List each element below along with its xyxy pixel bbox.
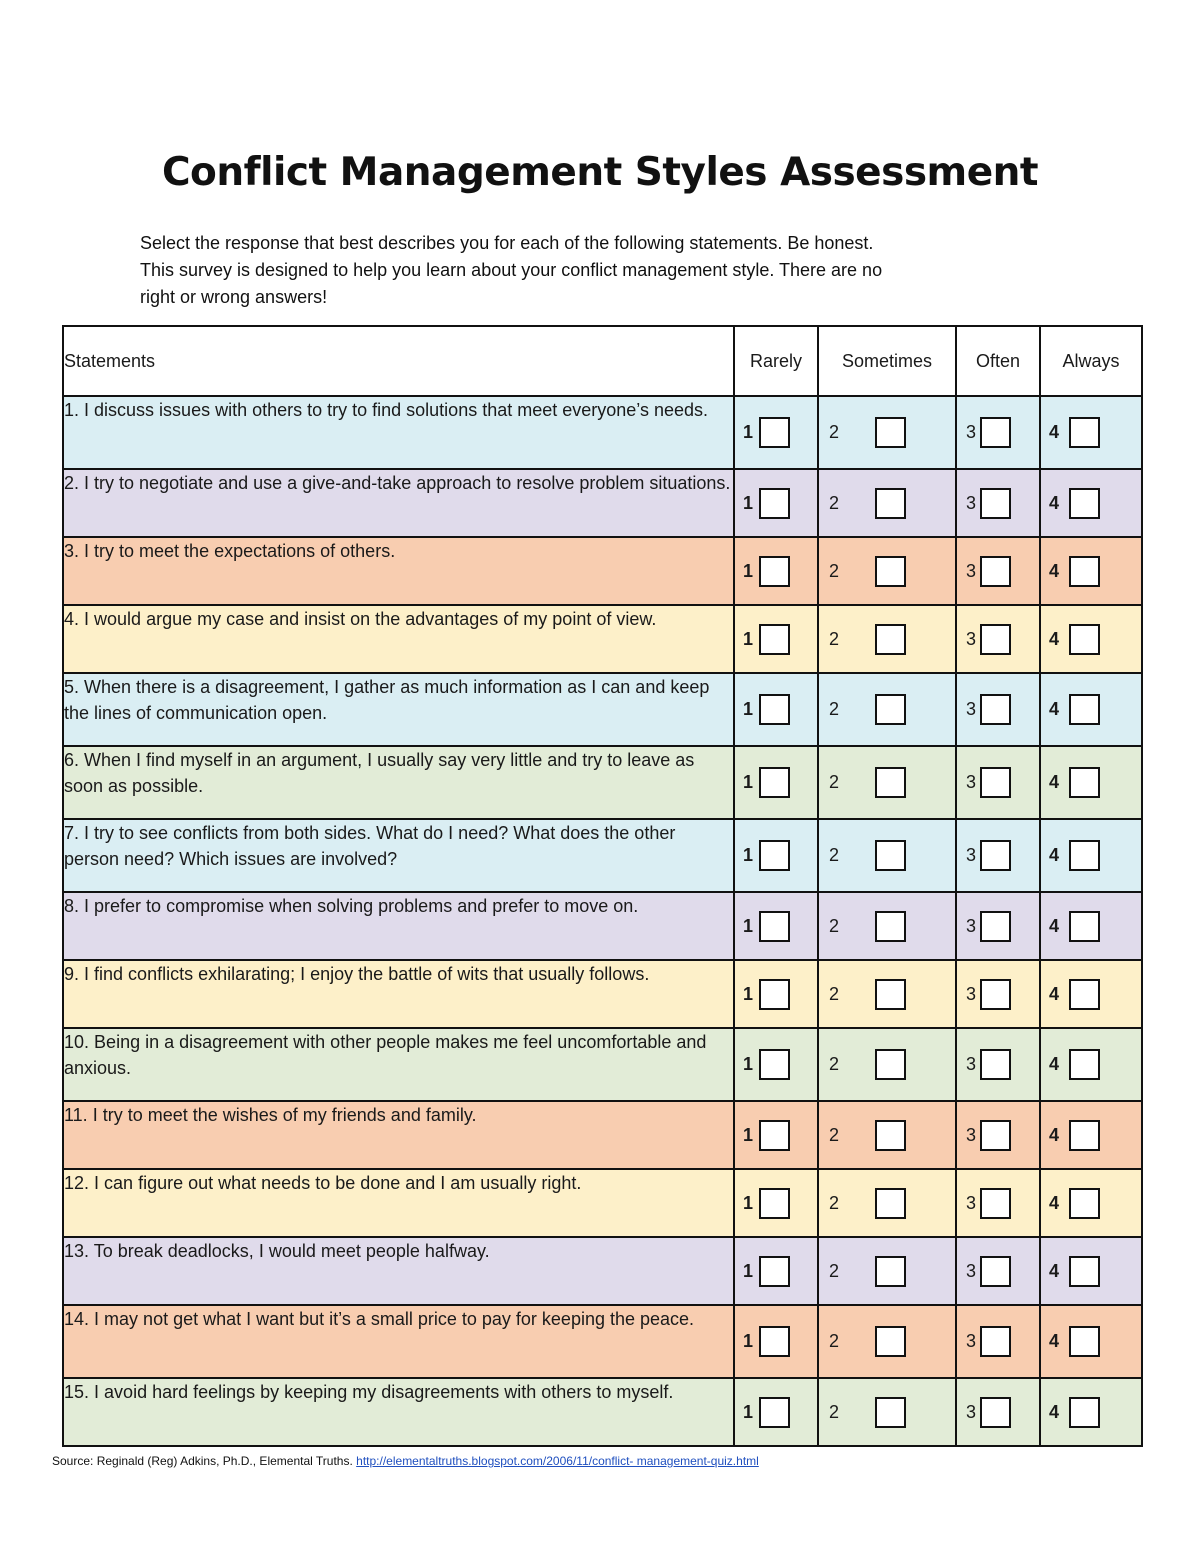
- rating-checkbox[interactable]: [875, 979, 906, 1010]
- statement-cell: [63, 673, 734, 746]
- table-row: [63, 892, 1142, 960]
- option-number: 1: [743, 1331, 754, 1351]
- table-row: [63, 1101, 1142, 1169]
- table-row: [63, 537, 1142, 605]
- option-cell: [734, 1378, 818, 1446]
- rating-checkbox[interactable]: [980, 694, 1011, 725]
- rating-checkbox[interactable]: [1069, 624, 1100, 655]
- table-row: [63, 1378, 1142, 1446]
- rating-checkbox[interactable]: [980, 1188, 1011, 1219]
- header-row: [63, 326, 1142, 396]
- rating-checkbox[interactable]: [980, 624, 1011, 655]
- statement-cell: [63, 1101, 734, 1169]
- header-always: Always: [1040, 326, 1142, 396]
- source-text: Source: Reginald (Reg) Adkins, Ph.D., Elemental Truths.: [52, 1454, 353, 1468]
- option-cell: [818, 537, 956, 605]
- rating-checkbox[interactable]: [875, 556, 906, 587]
- rating-checkbox[interactable]: [759, 1256, 790, 1287]
- assessment-table: [62, 325, 1143, 1447]
- option-cell: [956, 1169, 1040, 1237]
- option-number: 1: [743, 699, 754, 719]
- statement-text: I try to meet the expectations of others.: [84, 541, 396, 561]
- statement-cell: [63, 1169, 734, 1237]
- statement-number: 1.: [64, 400, 80, 420]
- option-number: 3: [966, 699, 977, 719]
- rating-checkbox[interactable]: [980, 1326, 1011, 1357]
- option-cell: [1040, 1378, 1142, 1446]
- option-cell: [1040, 1101, 1142, 1169]
- option-number: 2: [829, 699, 840, 719]
- option-number: 3: [966, 1401, 977, 1422]
- table-row: [63, 746, 1142, 819]
- table-row: [63, 1305, 1142, 1378]
- rating-checkbox[interactable]: [980, 1256, 1011, 1287]
- option-cell: [734, 892, 818, 960]
- option-cell: [734, 960, 818, 1028]
- rating-checkbox[interactable]: [875, 624, 906, 655]
- rating-checkbox[interactable]: [759, 911, 790, 942]
- option-cell: [734, 1237, 818, 1305]
- statement-cell: [63, 537, 734, 605]
- statement-text: I can figure out what needs to be done and I am usually right.: [94, 1173, 582, 1193]
- option-number: 3: [966, 1054, 977, 1074]
- rating-checkbox[interactable]: [875, 488, 906, 519]
- option-cell: [818, 746, 956, 819]
- option-cell: [734, 469, 818, 537]
- rating-checkbox[interactable]: [980, 417, 1011, 448]
- statement-cell: [63, 1028, 734, 1101]
- option-number: 1: [743, 492, 754, 513]
- option-cell: [956, 892, 1040, 960]
- option-number: 1: [743, 1260, 754, 1281]
- option-number: 1: [743, 845, 754, 865]
- option-number: 4: [1049, 1054, 1060, 1074]
- option-cell: [818, 1169, 956, 1237]
- statement-text: I would argue my case and insist on the advantages of my point of view.: [84, 609, 657, 629]
- rating-checkbox[interactable]: [875, 1397, 906, 1428]
- rating-checkbox[interactable]: [1069, 1256, 1100, 1287]
- rating-checkbox[interactable]: [875, 1326, 906, 1357]
- option-number: 4: [1049, 560, 1060, 581]
- option-number: 4: [1049, 1124, 1060, 1145]
- statement-cell: [63, 960, 734, 1028]
- option-cell: [956, 960, 1040, 1028]
- option-number: 4: [1049, 699, 1060, 719]
- rating-checkbox[interactable]: [759, 694, 790, 725]
- header-rarely: Rarely: [734, 326, 818, 396]
- option-cell: [956, 396, 1040, 469]
- option-number: 4: [1049, 772, 1060, 792]
- statement-text: I try to negotiate and use a give-and-take approach to resolve problem situations.: [84, 473, 731, 493]
- rating-checkbox[interactable]: [759, 840, 790, 871]
- statement-text: I try to see conflicts from both sides. What do I need? What does the other person need? Which issues are involved?: [64, 823, 676, 869]
- option-cell: [1040, 1305, 1142, 1378]
- option-number: 4: [1049, 983, 1060, 1004]
- header-sometimes: Sometimes: [818, 326, 956, 396]
- source-citation: [52, 1454, 759, 1468]
- option-cell: [956, 1101, 1040, 1169]
- rating-checkbox[interactable]: [759, 1326, 790, 1357]
- rating-checkbox[interactable]: [1069, 488, 1100, 519]
- statement-number: 14.: [64, 1309, 90, 1329]
- statement-cell: [63, 1305, 734, 1378]
- option-number: 3: [966, 772, 977, 792]
- statement-cell: [63, 1378, 734, 1446]
- statement-number: 7.: [64, 823, 80, 843]
- page-title: Conflict Management Styles Assessment: [161, 150, 1039, 195]
- option-number: 4: [1049, 628, 1060, 649]
- option-cell: [1040, 1169, 1142, 1237]
- option-number: 1: [743, 983, 754, 1004]
- rating-checkbox[interactable]: [1069, 556, 1100, 587]
- option-cell: [956, 605, 1040, 673]
- statement-cell: [63, 892, 734, 960]
- option-number: 1: [743, 1054, 754, 1074]
- option-number: 3: [966, 1124, 977, 1145]
- option-cell: [1040, 1237, 1142, 1305]
- statement-number: 15.: [64, 1382, 90, 1402]
- statement-number: 8.: [64, 896, 80, 916]
- table-row: [63, 1028, 1142, 1101]
- rating-checkbox[interactable]: [759, 488, 790, 519]
- option-cell: [734, 396, 818, 469]
- option-number: 4: [1049, 422, 1060, 442]
- statement-text: When I find myself in an argument, I usually say very little and try to leave as soon as possible.: [64, 750, 695, 796]
- rating-checkbox[interactable]: [980, 1397, 1011, 1428]
- option-cell: [1040, 537, 1142, 605]
- option-cell: [1040, 819, 1142, 892]
- statement-text: To break deadlocks, I would meet people halfway.: [93, 1241, 490, 1261]
- header-often: Often: [956, 326, 1040, 396]
- option-cell: [818, 469, 956, 537]
- intro-line: This survey is designed to help you learn about your conflict management style. There are no: [140, 260, 883, 280]
- option-cell: [956, 1305, 1040, 1378]
- option-cell: [818, 1237, 956, 1305]
- statement-text: Being in a disagreement with other people makes me feel uncomfortable and anxious.: [64, 1032, 707, 1078]
- option-cell: [1040, 1028, 1142, 1101]
- option-cell: [818, 1378, 956, 1446]
- header-statements: Statements: [63, 326, 734, 396]
- option-number: 3: [966, 628, 977, 649]
- option-cell: [1040, 746, 1142, 819]
- option-number: 2: [829, 915, 840, 936]
- table-row: [63, 673, 1142, 746]
- option-cell: [818, 819, 956, 892]
- statement-text: When there is a disagreement, I gather as much information as I can and keep the lines of communication open.: [64, 677, 710, 723]
- table-row: [63, 819, 1142, 892]
- option-cell: [956, 746, 1040, 819]
- rating-checkbox[interactable]: [875, 1049, 906, 1080]
- option-number: 3: [966, 915, 977, 936]
- option-number: 4: [1049, 1260, 1060, 1281]
- option-number: 2: [829, 772, 840, 792]
- option-cell: [956, 1378, 1040, 1446]
- statement-cell: [63, 605, 734, 673]
- option-cell: [956, 537, 1040, 605]
- option-number: 2: [829, 1124, 840, 1145]
- option-number: 1: [743, 1401, 754, 1422]
- rating-checkbox[interactable]: [759, 1397, 790, 1428]
- option-cell: [734, 673, 818, 746]
- rating-checkbox[interactable]: [1069, 911, 1100, 942]
- statement-number: 2.: [64, 473, 80, 493]
- option-number: 1: [743, 772, 754, 792]
- table-row: [63, 1169, 1142, 1237]
- option-number: 3: [966, 1331, 977, 1351]
- option-cell: [734, 1101, 818, 1169]
- option-number: 2: [829, 628, 840, 649]
- rating-checkbox[interactable]: [759, 1188, 790, 1219]
- option-number: 2: [829, 1331, 840, 1351]
- rating-checkbox[interactable]: [875, 1188, 906, 1219]
- rating-checkbox[interactable]: [1069, 979, 1100, 1010]
- option-cell: [818, 1028, 956, 1101]
- rating-checkbox[interactable]: [759, 1049, 790, 1080]
- option-cell: [734, 819, 818, 892]
- option-number: 2: [829, 1054, 840, 1074]
- statement-number: 3.: [64, 541, 80, 561]
- option-cell: [956, 1028, 1040, 1101]
- rating-checkbox[interactable]: [980, 1120, 1011, 1151]
- rating-checkbox[interactable]: [1069, 767, 1100, 798]
- table-row: [63, 469, 1142, 537]
- option-cell: [734, 1305, 818, 1378]
- option-number: 3: [966, 492, 977, 513]
- option-cell: [956, 1237, 1040, 1305]
- rating-checkbox[interactable]: [980, 767, 1011, 798]
- option-cell: [734, 605, 818, 673]
- rating-checkbox[interactable]: [875, 767, 906, 798]
- option-number: 3: [966, 1192, 977, 1213]
- option-cell: [734, 1028, 818, 1101]
- rating-checkbox[interactable]: [759, 556, 790, 587]
- statement-number: 9.: [64, 964, 80, 984]
- intro-line: right or wrong answers!: [140, 287, 328, 307]
- option-number: 2: [829, 983, 840, 1004]
- table-row: [63, 396, 1142, 469]
- rating-checkbox[interactable]: [980, 488, 1011, 519]
- table-row: [63, 1237, 1142, 1305]
- option-cell: [956, 673, 1040, 746]
- statement-number: 5.: [64, 677, 80, 697]
- rating-checkbox[interactable]: [875, 840, 906, 871]
- option-cell: [818, 1101, 956, 1169]
- statement-text: I may not get what I want but it’s a small price to pay for keeping the peace.: [94, 1309, 695, 1329]
- option-cell: [818, 1305, 956, 1378]
- statement-text: I try to meet the wishes of my friends and family.: [92, 1105, 477, 1125]
- rating-checkbox[interactable]: [875, 417, 906, 448]
- option-cell: [734, 537, 818, 605]
- rating-checkbox[interactable]: [980, 556, 1011, 587]
- option-cell: [1040, 469, 1142, 537]
- rating-checkbox[interactable]: [759, 417, 790, 448]
- option-number: 2: [829, 422, 840, 442]
- option-cell: [1040, 605, 1142, 673]
- statement-cell: [63, 819, 734, 892]
- option-cell: [1040, 396, 1142, 469]
- option-number: 4: [1049, 492, 1060, 513]
- rating-checkbox[interactable]: [1069, 417, 1100, 448]
- option-cell: [818, 960, 956, 1028]
- statement-cell: [63, 396, 734, 469]
- rating-checkbox[interactable]: [1069, 840, 1100, 871]
- option-number: 1: [743, 560, 754, 581]
- statement-text: I find conflicts exhilarating; I enjoy the battle of wits that usually follows.: [84, 964, 650, 984]
- statement-cell: [63, 746, 734, 819]
- option-number: 4: [1049, 1401, 1060, 1422]
- statement-cell: [63, 1237, 734, 1305]
- option-cell: [1040, 673, 1142, 746]
- statement-number: 11.: [64, 1105, 88, 1125]
- option-number: 1: [743, 1192, 754, 1213]
- rating-checkbox[interactable]: [980, 911, 1011, 942]
- rating-checkbox[interactable]: [1069, 1120, 1100, 1151]
- option-number: 3: [966, 1260, 977, 1281]
- option-number: 3: [966, 560, 977, 581]
- rating-checkbox[interactable]: [875, 911, 906, 942]
- option-number: 2: [829, 1401, 840, 1422]
- option-number: 2: [829, 492, 840, 513]
- rating-checkbox[interactable]: [759, 767, 790, 798]
- option-cell: [734, 1169, 818, 1237]
- statement-text: I prefer to compromise when solving problems and prefer to move on.: [84, 896, 639, 916]
- option-cell: [1040, 960, 1142, 1028]
- option-number: 4: [1049, 1192, 1060, 1213]
- option-cell: [818, 892, 956, 960]
- option-number: 1: [743, 915, 754, 936]
- option-number: 1: [743, 1124, 754, 1145]
- source-link[interactable]: http://elementaltruths.blogspot.com/2006/11/conflict- management-quiz.html: [356, 1454, 759, 1468]
- option-cell: [818, 605, 956, 673]
- rating-checkbox[interactable]: [1069, 1049, 1100, 1080]
- rating-checkbox[interactable]: [1069, 694, 1100, 725]
- statement-text: I avoid hard feelings by keeping my disagreements with others to myself.: [94, 1382, 674, 1402]
- statement-number: 10.: [64, 1032, 90, 1052]
- rating-checkbox[interactable]: [1069, 1326, 1100, 1357]
- rating-checkbox[interactable]: [1069, 1397, 1100, 1428]
- option-number: 4: [1049, 1331, 1060, 1351]
- option-cell: [818, 396, 956, 469]
- rating-checkbox[interactable]: [875, 1120, 906, 1151]
- option-number: 1: [743, 628, 754, 649]
- statement-number: 4.: [64, 609, 80, 629]
- option-cell: [1040, 892, 1142, 960]
- statement-number: 13.: [64, 1241, 90, 1261]
- option-cell: [818, 673, 956, 746]
- rating-checkbox[interactable]: [875, 694, 906, 725]
- option-number: 3: [966, 845, 977, 865]
- table-row: [63, 960, 1142, 1028]
- option-number: 3: [966, 983, 977, 1004]
- option-number: 2: [829, 1260, 840, 1281]
- option-cell: [734, 746, 818, 819]
- option-number: 4: [1049, 915, 1060, 936]
- option-number: 3: [966, 422, 977, 442]
- statement-number: 12.: [64, 1173, 90, 1193]
- statement-text: I discuss issues with others to try to find solutions that meet everyone’s needs.: [84, 400, 709, 420]
- rating-checkbox[interactable]: [980, 1049, 1011, 1080]
- rating-checkbox[interactable]: [759, 624, 790, 655]
- rating-checkbox[interactable]: [875, 1256, 906, 1287]
- rating-checkbox[interactable]: [1069, 1188, 1100, 1219]
- table-row: [63, 605, 1142, 673]
- option-cell: [956, 469, 1040, 537]
- rating-checkbox[interactable]: [980, 979, 1011, 1010]
- rating-checkbox[interactable]: [759, 1120, 790, 1151]
- intro-text: [140, 230, 1040, 311]
- intro-line: Select the response that best describes you for each of the following statements. Be honest.: [140, 233, 874, 253]
- option-cell: [956, 819, 1040, 892]
- option-number: 2: [829, 560, 840, 581]
- statement-cell: [63, 469, 734, 537]
- option-number: 1: [743, 422, 754, 442]
- option-number: 4: [1049, 845, 1060, 865]
- rating-checkbox[interactable]: [980, 840, 1011, 871]
- option-number: 2: [829, 845, 840, 865]
- option-number: 2: [829, 1192, 840, 1213]
- statement-number: 6.: [64, 750, 80, 770]
- rating-checkbox[interactable]: [759, 979, 790, 1010]
